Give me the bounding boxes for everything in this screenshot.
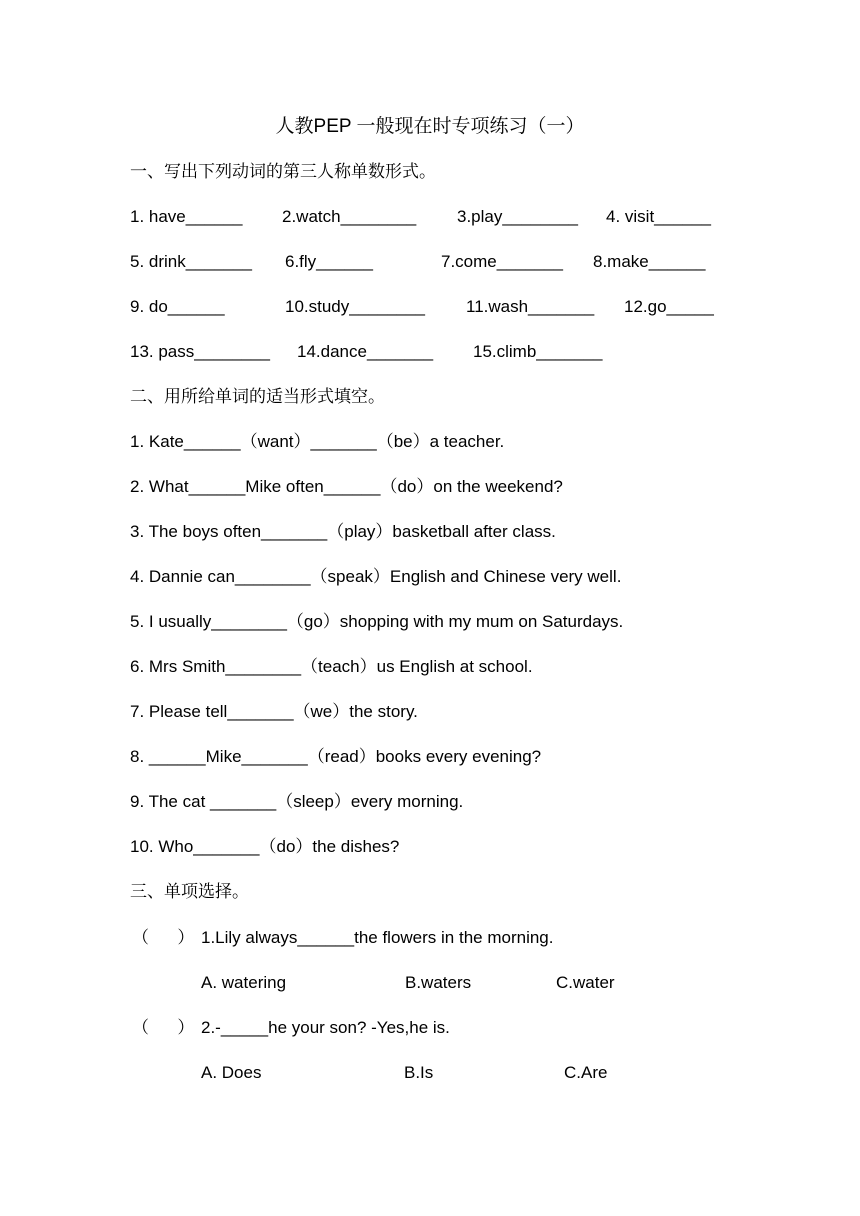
page-title: 人教PEP 一般现在时专项练习（一） (275, 116, 585, 137)
fill-blank-item: 6. Mrs Smith________（teach）us English at school. (130, 657, 533, 676)
verb-item: 14.dance_______ (297, 342, 434, 361)
section-heading-3: 三、单项选择。 (130, 882, 249, 902)
fill-blank-item: 5. I usually________（go）shopping with my mum on Saturdays. (130, 612, 624, 631)
verb-item: 5. drink_______ (130, 252, 252, 271)
verb-item: 3.play________ (457, 207, 579, 226)
option-b: B.Is (404, 1063, 434, 1082)
question-stem: 2.-_____he your son? -Yes,he is. (201, 1018, 450, 1037)
verb-item: 15.climb_______ (473, 342, 603, 361)
question-stem: 1.Lily always______the flowers in the morning. (201, 928, 554, 947)
fill-blank-item: 7. Please tell_______（we）the story. (130, 702, 418, 721)
section-heading-1: 一、写出下列动词的第三人称单数形式。 (130, 162, 436, 182)
fill-blank-item: 1. Kate______（want）_______（be）a teacher. (130, 432, 505, 451)
verb-item: 10.study________ (285, 297, 425, 316)
option-a: A. watering (201, 973, 287, 992)
fill-blank-item: 3. The boys often_______（play）basketball after class. (130, 522, 556, 541)
verb-item: 9. do______ (130, 297, 225, 316)
fill-blank-item: 9. The cat _______（sleep）every morning. (130, 792, 464, 811)
verb-item: 13. pass________ (130, 342, 270, 361)
verb-item: 7.come_______ (441, 252, 563, 271)
option-b: B.waters (405, 973, 472, 992)
verb-item: 8.make______ (593, 252, 706, 271)
fill-blank-item: 4. Dannie can________（speak）English and Chinese very well. (130, 567, 622, 586)
verb-item: 4. visit______ (606, 207, 711, 226)
answer-bracket: （ ） (132, 928, 195, 947)
fill-blank-item: 10. Who_______（do）the dishes? (130, 837, 400, 856)
section-heading-2: 二、用所给单词的适当形式填空。 (130, 387, 385, 407)
verb-item: 1. have______ (130, 207, 243, 226)
fill-blank-item: 8. ______Mike_______（read）books every evening? (130, 747, 542, 766)
option-c: C.Are (564, 1063, 608, 1082)
answer-bracket: （ ） (132, 1018, 195, 1037)
verb-item: 6.fly______ (285, 252, 373, 271)
fill-blank-item: 2. What______Mike often______（do）on the weekend? (130, 477, 563, 496)
verb-item: 2.watch________ (282, 207, 417, 226)
verb-item: 12.go_____ (624, 297, 714, 316)
option-a: A. Does (201, 1063, 262, 1082)
option-c: C.water (556, 973, 615, 992)
verb-item: 11.wash_______ (466, 297, 595, 316)
